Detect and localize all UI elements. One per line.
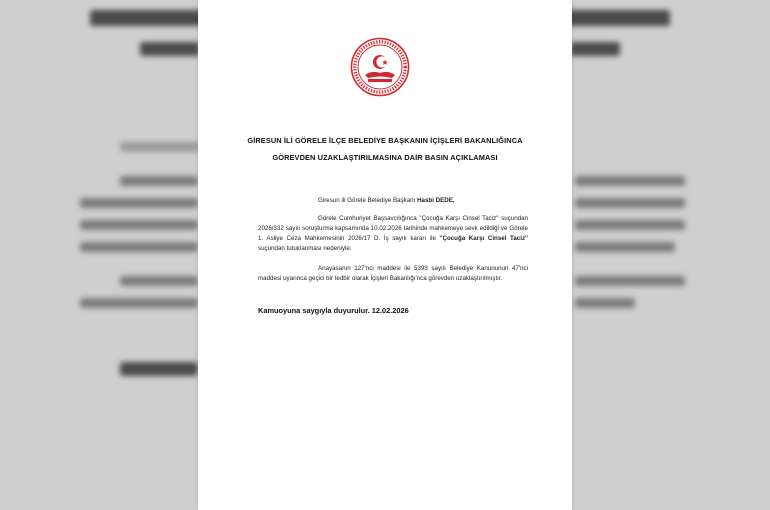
document-title-line-2: GÖREVDEN UZAKLAŞTIRILMASINA DAİR BASIN AÇIKLAMASI <box>272 153 498 162</box>
paragraph-1-text-a: Görele Cumhuriyet Başsavcılığınca ''Çocuğa Karşı Cinsel Taciz'' suçundan 2026/332 sayılı soruşturma kapsamında 10.02.2026 tarihinde mahkemeye sevk edildiği ve Görele 1. Asliye Ceza Mahkemesinin 2026/17 D. İş sayılı kararı ile <box>258 215 528 242</box>
press-release-page <box>198 0 572 510</box>
mayor-name: Hasbi DEDE, <box>417 197 455 204</box>
ministry-seal-icon <box>350 37 410 97</box>
salutation-prefix: Giresun ili Görele Belediye Başkanı <box>318 197 418 204</box>
closing-line: Kamuoyuna saygıyla duyurulur. 12.02.2026 <box>258 306 409 315</box>
paragraph-1 <box>258 214 528 254</box>
salutation <box>258 196 528 206</box>
paragraph-1-bold: ''Çocuğa Karşı Cinsel Taciz'' <box>439 235 529 242</box>
paragraph-1-text-b: suçundan tutuklanması nedeniyle; <box>258 245 352 252</box>
paragraph-2: Anayasanın 127'nci maddesi ile 5393 sayılı Belediye Kanununun 47'nci maddesi uyarınca geçici bir tedbir olarak İçişleri Bakanlığı'nca görevden uzaklaştırılmıştır. <box>258 265 528 282</box>
document-title-line-1: GİRESUN İLİ GÖRELE İLÇE BELEDİYE BAŞKANIN İÇİŞLERİ BAKANLIĞINCA <box>247 136 523 145</box>
